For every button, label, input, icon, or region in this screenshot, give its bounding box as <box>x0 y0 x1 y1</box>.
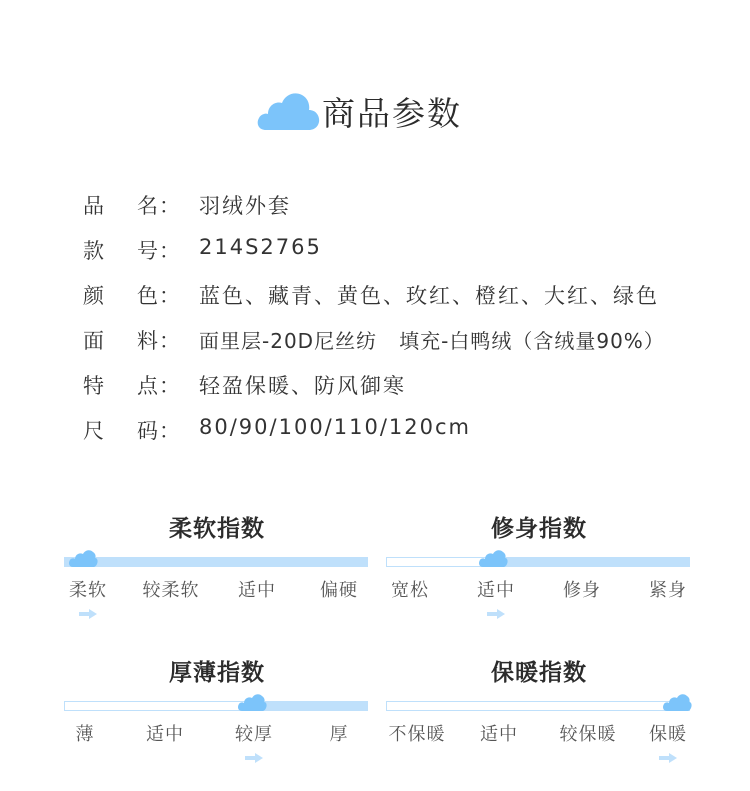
spec-colon: ： <box>159 194 182 218</box>
spec-key-char-2: 码 <box>137 419 160 443</box>
index-option-label: 适中 <box>238 580 276 601</box>
cloud-icon <box>662 692 692 711</box>
index-option-label: 宽松 <box>391 580 429 601</box>
warmth-index <box>386 654 692 784</box>
spec-value: 80/90/100/110/120cm <box>199 415 471 439</box>
index-title: 厚薄指数 <box>169 660 265 686</box>
index-fill <box>493 558 689 566</box>
spec-key-char-1: 特 <box>83 374 106 398</box>
page-title-block <box>0 86 750 136</box>
spec-key-char-1: 面 <box>83 329 106 353</box>
spec-value: 蓝色、藏青、黄色、玫红、橙红、大红、绿色 <box>199 284 659 308</box>
spec-key-char-2: 料 <box>137 329 160 353</box>
index-option-label: 适中 <box>480 724 518 745</box>
index-option-label: 不保暖 <box>388 724 446 745</box>
spec-value: 羽绒外套 <box>199 194 291 218</box>
spec-key-char-2: 名 <box>137 194 160 218</box>
index-option-label: 保暖 <box>649 724 687 745</box>
index-option-label: 厚 <box>329 724 349 745</box>
index-option-label: 较保暖 <box>559 724 617 745</box>
spec-colon: ： <box>159 284 182 308</box>
page-title: 商品参数 <box>322 94 462 133</box>
spec-value: 面里层-20D尼丝纺 填充-白鸭绒（含绒量90%） <box>199 329 665 353</box>
index-option-label: 薄 <box>75 724 95 745</box>
index-fill <box>65 558 367 566</box>
spec-key-char-1: 款 <box>83 239 106 263</box>
spec-value: 214S2765 <box>199 235 322 259</box>
arrow-right-icon <box>659 753 677 763</box>
thickness-index <box>64 654 370 784</box>
spec-colon: ： <box>159 419 182 443</box>
index-fill <box>252 702 367 710</box>
arrow-right-icon <box>245 753 263 763</box>
spec-key-char-2: 号 <box>137 239 160 263</box>
index-track <box>386 557 690 567</box>
index-option-label: 修身 <box>563 580 601 601</box>
index-title: 保暖指数 <box>491 660 587 686</box>
spec-key-char-1: 尺 <box>83 419 106 443</box>
index-option-label: 较柔软 <box>142 580 200 601</box>
spec-key-char-1: 品 <box>83 194 106 218</box>
cloud-icon <box>256 90 320 130</box>
index-title: 修身指数 <box>491 516 587 542</box>
spec-key-char-1: 颜 <box>83 284 106 308</box>
index-option-label: 适中 <box>146 724 184 745</box>
arrow-right-icon <box>79 609 97 619</box>
spec-colon: ： <box>159 329 182 353</box>
spec-colon: ： <box>159 374 182 398</box>
index-option-label: 偏硬 <box>320 580 358 601</box>
spec-key-char-2: 色 <box>137 284 160 308</box>
softness-index <box>64 510 370 640</box>
index-track <box>64 557 368 567</box>
cloud-icon <box>478 548 508 567</box>
spec-colon: ： <box>159 239 182 263</box>
cloud-icon <box>68 548 98 567</box>
index-option-label: 紧身 <box>649 580 687 601</box>
index-track <box>64 701 368 711</box>
arrow-right-icon <box>487 609 505 619</box>
index-option-label: 柔软 <box>69 580 107 601</box>
index-title: 柔软指数 <box>169 516 265 542</box>
spec-key-char-2: 点 <box>137 374 160 398</box>
fit-index <box>386 510 692 640</box>
spec-value: 轻盈保暖、防风御寒 <box>199 374 406 398</box>
index-option-label: 较厚 <box>235 724 273 745</box>
index-option-label: 适中 <box>477 580 515 601</box>
index-track <box>386 701 690 711</box>
cloud-icon <box>237 692 267 711</box>
